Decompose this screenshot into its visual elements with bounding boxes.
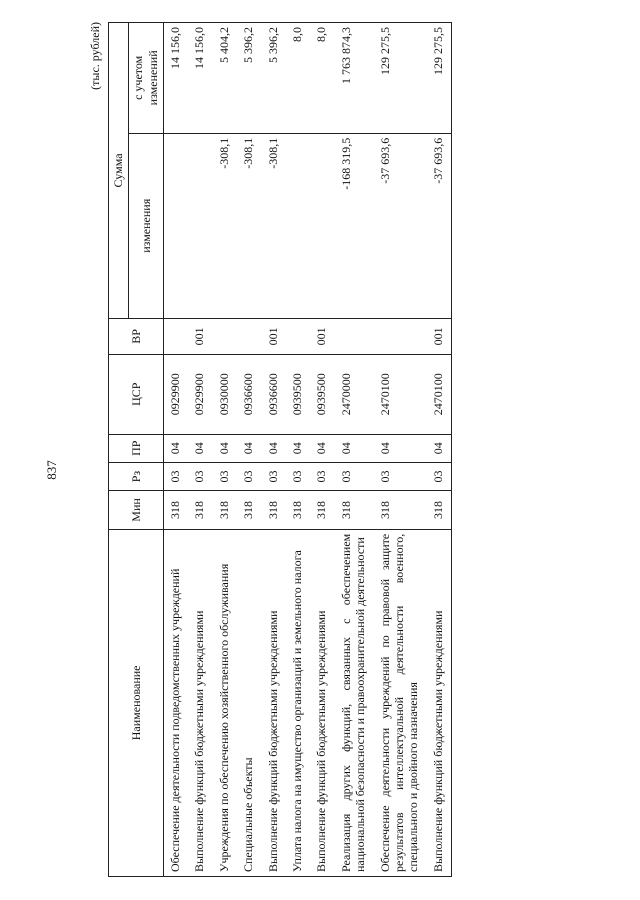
row-total: 5 404,2 [213, 23, 237, 134]
table-row [374, 23, 427, 877]
header-csr: ЦСР [109, 354, 164, 434]
row-change: -308,1 [237, 133, 261, 318]
row-vr [237, 318, 261, 354]
table-row [335, 23, 374, 877]
row-vr [335, 318, 374, 354]
row-total: 8,0 [286, 23, 310, 134]
row-vr: 001 [262, 318, 286, 354]
row-csr: 2470100 [374, 354, 427, 434]
row-total: 129 275,5 [374, 23, 427, 134]
row-change [188, 133, 212, 318]
row-vr [213, 318, 237, 354]
table-row [164, 23, 189, 877]
row-min: 318 [374, 491, 427, 530]
budget-page [88, 22, 538, 877]
row-change: -37 693,6 [427, 133, 452, 318]
row-pr: 04 [237, 434, 261, 462]
row-pr: 04 [427, 434, 452, 462]
row-total: 14 156,0 [164, 23, 189, 134]
row-csr: 2470100 [427, 354, 452, 434]
row-change [286, 133, 310, 318]
row-rz: 03 [374, 462, 427, 490]
row-csr: 0939500 [286, 354, 310, 434]
row-min: 318 [335, 491, 374, 530]
table-row [286, 23, 310, 877]
row-name: Обеспечение деятельности подведомственных учреждений [164, 529, 189, 876]
row-rz: 03 [237, 462, 261, 490]
row-vr: 001 [188, 318, 212, 354]
row-min: 318 [164, 491, 189, 530]
row-rz: 03 [427, 462, 452, 490]
row-rz: 03 [310, 462, 334, 490]
row-vr [374, 318, 427, 354]
row-change [164, 133, 189, 318]
row-total: 5 396,2 [262, 23, 286, 134]
table-header [109, 23, 164, 877]
header-name: Наименование [109, 529, 164, 876]
row-vr [164, 318, 189, 354]
row-name: Уплата налога на имущество организаций и земельного налога [286, 529, 310, 876]
row-min: 318 [237, 491, 261, 530]
row-min: 318 [213, 491, 237, 530]
row-min: 318 [262, 491, 286, 530]
row-rz: 03 [335, 462, 374, 490]
row-change: -37 693,6 [374, 133, 427, 318]
row-change: -308,1 [262, 133, 286, 318]
row-csr: 0939500 [310, 354, 334, 434]
row-vr: 001 [310, 318, 334, 354]
row-total: 1 763 874,3 [335, 23, 374, 134]
row-change: -168 319,5 [335, 133, 374, 318]
row-change [310, 133, 334, 318]
table-row [237, 23, 261, 877]
header-min: Мин [109, 491, 164, 530]
row-name: Учреждения по обеспечению хозяйственного обслуживания [213, 529, 237, 876]
row-rz: 03 [164, 462, 189, 490]
row-vr [286, 318, 310, 354]
row-csr: 0936600 [237, 354, 261, 434]
row-pr: 04 [188, 434, 212, 462]
budget-table [108, 22, 452, 877]
table-row [262, 23, 286, 877]
row-total: 129 275,5 [427, 23, 452, 134]
row-pr: 04 [335, 434, 374, 462]
row-name: Обеспечение деятельности учреждений по правовой защите результатов интеллектуальной деятельности военного, специального и двойного назначения [374, 529, 427, 876]
row-total: 5 396,2 [237, 23, 261, 134]
row-change: -308,1 [213, 133, 237, 318]
table-row [188, 23, 212, 877]
header-with-changes: с учетом изменений [129, 23, 164, 134]
row-rz: 03 [286, 462, 310, 490]
header-sum: Сумма [109, 23, 129, 319]
row-total: 14 156,0 [188, 23, 212, 134]
row-csr: 0929900 [188, 354, 212, 434]
row-pr: 04 [286, 434, 310, 462]
units-label: (тыс. рублей) [88, 22, 102, 90]
header-vr: ВР [109, 318, 164, 354]
row-name: Реализация других функций, связанных с обеспечением национальной безопасности и правоохранительной деятельности [335, 529, 374, 876]
row-csr: 0936600 [262, 354, 286, 434]
row-csr: 0930000 [213, 354, 237, 434]
row-name: Специальные объекты [237, 529, 261, 876]
table-row [310, 23, 334, 877]
row-total: 8,0 [310, 23, 334, 134]
row-name: Выполнение функций бюджетными учреждениями [310, 529, 334, 876]
row-vr: 001 [427, 318, 452, 354]
row-csr: 0929900 [164, 354, 189, 434]
header-changes: изменения [129, 133, 164, 318]
row-min: 318 [286, 491, 310, 530]
row-pr: 04 [164, 434, 189, 462]
row-rz: 03 [188, 462, 212, 490]
row-min: 318 [188, 491, 212, 530]
row-name: Выполнение функций бюджетными учреждениями [188, 529, 212, 876]
row-csr: 2470000 [335, 354, 374, 434]
header-rz: Рз [109, 462, 164, 490]
row-pr: 04 [374, 434, 427, 462]
header-pr: ПР [109, 434, 164, 462]
row-min: 318 [427, 491, 452, 530]
row-name: Выполнение функций бюджетными учреждениями [262, 529, 286, 876]
row-rz: 03 [262, 462, 286, 490]
row-min: 318 [310, 491, 334, 530]
row-rz: 03 [213, 462, 237, 490]
row-pr: 04 [262, 434, 286, 462]
row-name: Выполнение функций бюджетными учреждениями [427, 529, 452, 876]
row-pr: 04 [213, 434, 237, 462]
table-row [427, 23, 452, 877]
table-row [213, 23, 237, 877]
page-number: 837 [43, 460, 59, 480]
row-pr: 04 [310, 434, 334, 462]
